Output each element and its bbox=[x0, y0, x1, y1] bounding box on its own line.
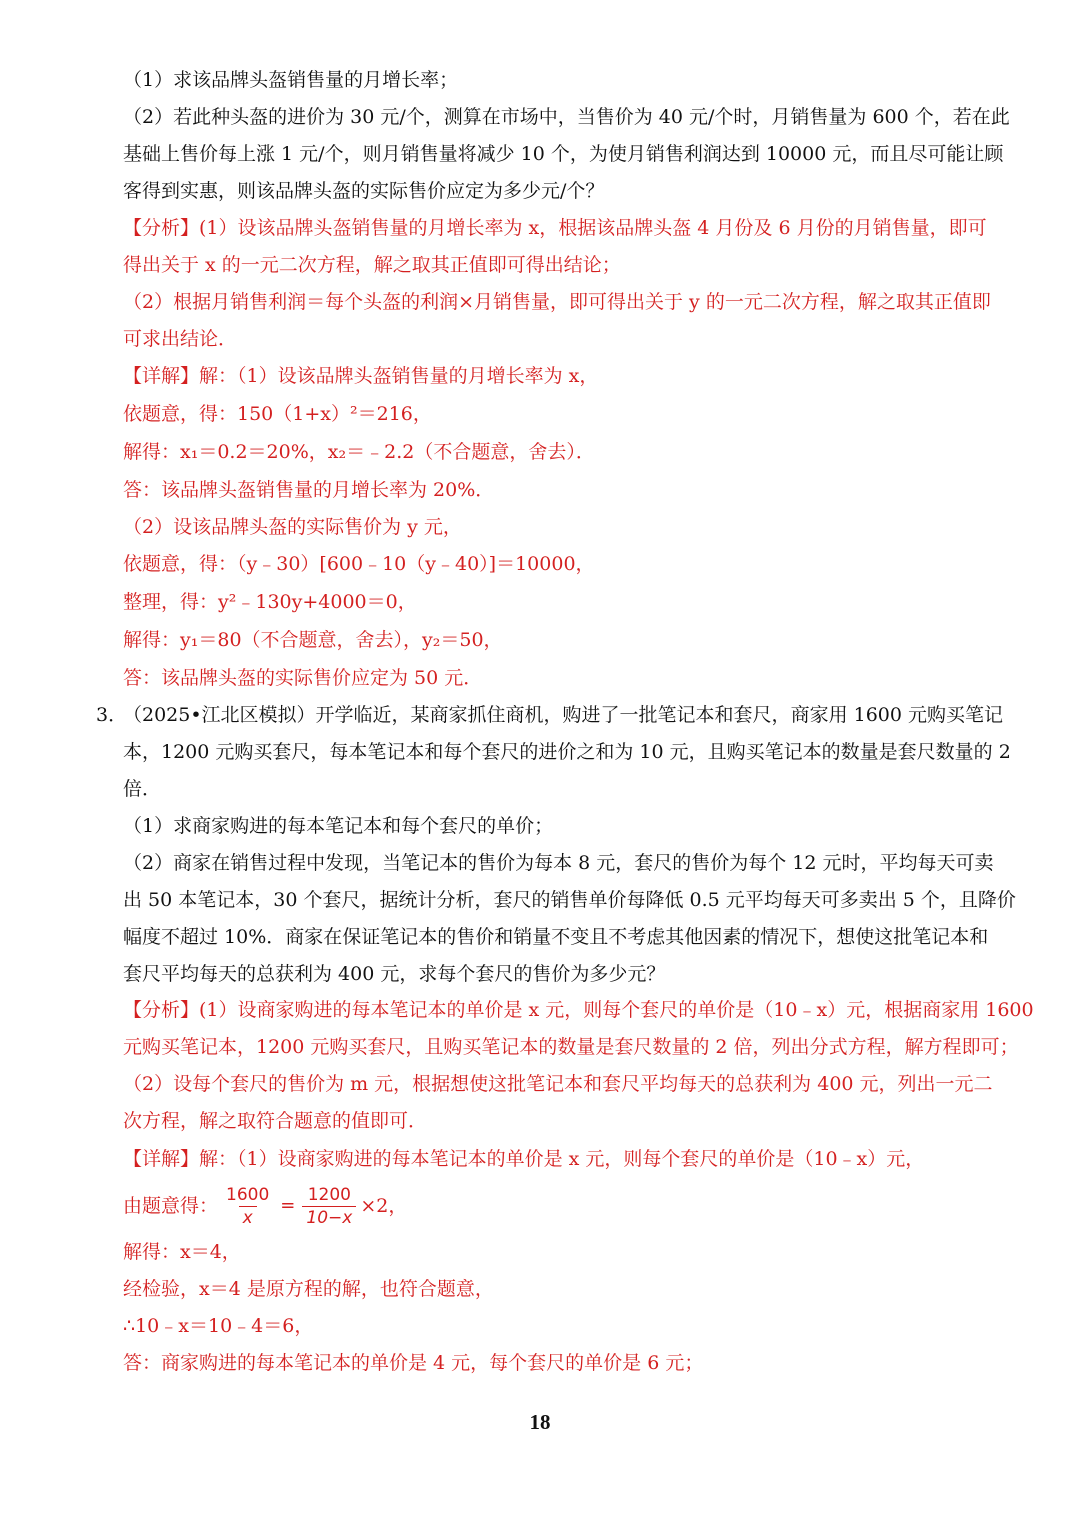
p2-solution-line-2: 依题意，得：150（1+x）²＝216， bbox=[123, 403, 432, 425]
p2-analysis-line-3: （2）根据月销售利润＝每个头盔的利润×月销售量，即可得出关于 y 的一元二次方程，解之取其正值即 bbox=[123, 291, 991, 313]
fraction-1200-over-10-minus-x bbox=[302, 1184, 356, 1229]
p3-question-2-line-2: 出 50 本笔记本，30 个套尺，据统计分析，套尺的销售单价每降低 0.5 元平均每天可多卖出 5 个，且降价 bbox=[123, 889, 1016, 911]
p3-solution-line-6: 答：商家购进的每本笔记本的单价是 4 元，每个套尺的单价是 6 元； bbox=[123, 1352, 704, 1374]
equals-sign: = bbox=[280, 1195, 296, 1216]
p3-solution-line-1: 【详解】解：（1）设商家购进的每本笔记本的单价是 x 元，则每个套尺的单价是（10﹣x）元， bbox=[123, 1148, 925, 1170]
p3-stem-line-2: 本，1200 元购买套尺，每本笔记本和每个套尺的进价之和为 10 元，且购买笔记本的数量是套尺数量的 2 bbox=[123, 741, 1011, 763]
fraction-2-numerator: 1200 bbox=[307, 1184, 351, 1205]
p3-stem-line-1: （2025•江北区模拟）开学临近，某商家抓住商机，购进了一批笔记本和套尺，商家用 1600 元购买笔记 bbox=[123, 704, 1003, 726]
p2-solution-line-7: 整理，得：y²﹣130y+4000＝0， bbox=[123, 591, 417, 613]
times-two: ×2， bbox=[360, 1195, 408, 1217]
p3-analysis-line-3: （2）设每个套尺的售价为 m 元，根据想使这批笔记本和套尺平均每天的总获利为 400 元，列出一元二 bbox=[123, 1073, 993, 1095]
equation-prefix: 由题意得： bbox=[123, 1195, 219, 1217]
fraction-1-numerator: 1600 bbox=[226, 1184, 270, 1205]
fraction-1600-over-x bbox=[222, 1184, 273, 1229]
p3-solution-line-3: 解得：x＝4， bbox=[123, 1241, 241, 1263]
p2-analysis-line-4: 可求出结论． bbox=[123, 328, 238, 350]
p3-question-2-line-4: 套尺平均每天的总获利为 400 元，求每个套尺的售价为多少元？ bbox=[123, 963, 666, 985]
p2-solution-line-5: （2）设该品牌头盔的实际售价为 y 元， bbox=[123, 516, 462, 538]
p2-question-2-line-2: 基础上售价每上涨 1 元/个，则月销售量将减少 10 个，为使月销售利润达到 10000 元，而且尽可能让顾 bbox=[123, 143, 1004, 165]
p3-number: 3． bbox=[96, 704, 128, 726]
p3-analysis-line-4: 次方程，解之取符合题意的值即可． bbox=[123, 1110, 428, 1132]
p3-analysis-line-1: 【分析】(1）设商家购进的每本笔记本的单价是 x 元，则每个套尺的单价是（10﹣x）元，根据商家用 1600 bbox=[123, 999, 1034, 1021]
p2-solution-line-9: 答：该品牌头盔的实际售价应定为 50 元． bbox=[123, 667, 483, 689]
p3-question-2-line-3: 幅度不超过 10%．商家在保证笔记本的售价和销量不变且不考虑其他因素的情况下，想使这批笔记本和 bbox=[123, 926, 989, 948]
p2-question-1: （1）求该品牌头盔销售量的月增长率； bbox=[123, 69, 459, 91]
p2-solution-line-3: 解得：x₁＝0.2＝20%，x₂＝﹣2.2（不合题意，舍去）． bbox=[123, 441, 595, 463]
p2-question-2-line-3: 客得到实惠，则该品牌头盔的实际售价应定为多少元/个？ bbox=[123, 180, 605, 202]
p2-question-2-line-1: （2）若此种头盔的进价为 30 元/个，测算在市场中，当售价为 40 元/个时，月销售量为 600 个，若在此 bbox=[123, 106, 1010, 128]
p3-solution-line-4: 经检验，x＝4 是原方程的解，也符合题意， bbox=[123, 1278, 494, 1300]
p2-analysis-line-2: 得出关于 x 的一元二次方程，解之取其正值即可得出结论； bbox=[123, 254, 621, 276]
p2-analysis-line-1: 【分析】(1）设该品牌头盔销售量的月增长率为 x，根据该品牌头盔 4 月份及 6 月份的月销售量，即可 bbox=[123, 217, 987, 239]
p2-solution-line-8: 解得：y₁＝80（不合题意，舍去），y₂＝50， bbox=[123, 629, 503, 651]
fraction-2-denominator: 10−x bbox=[302, 1206, 356, 1229]
p2-solution-line-4: 答：该品牌头盔销售量的月增长率为 20%． bbox=[123, 479, 495, 501]
p3-stem-line-3: 倍． bbox=[123, 778, 162, 800]
page-number: 18 bbox=[529, 1410, 551, 1434]
p2-solution-line-6: 依题意，得：（y﹣30）[600﹣10（y﹣40）]＝10000， bbox=[123, 553, 595, 575]
p3-question-1: （1）求商家购进的每本笔记本和每个套尺的单价； bbox=[123, 815, 554, 837]
p3-equation-line bbox=[123, 1183, 983, 1229]
p3-analysis-line-2: 元购买笔记本，1200 元购买套尺，且购买笔记本的数量是套尺数量的 2 倍，列出分式方程，解方程即可； bbox=[123, 1036, 1019, 1058]
fraction-1-denominator: x bbox=[239, 1206, 257, 1229]
p2-solution-line-1: 【详解】解：（1）设该品牌头盔销售量的月增长率为 x， bbox=[123, 365, 599, 387]
p3-solution-line-5: ∴10﹣x＝10﹣4＝6， bbox=[123, 1315, 314, 1337]
p3-question-2-line-1: （2）商家在销售过程中发现，当笔记本的售价为每本 8 元，套尺的售价为每个 12 元时，平均每天可卖 bbox=[123, 852, 994, 874]
